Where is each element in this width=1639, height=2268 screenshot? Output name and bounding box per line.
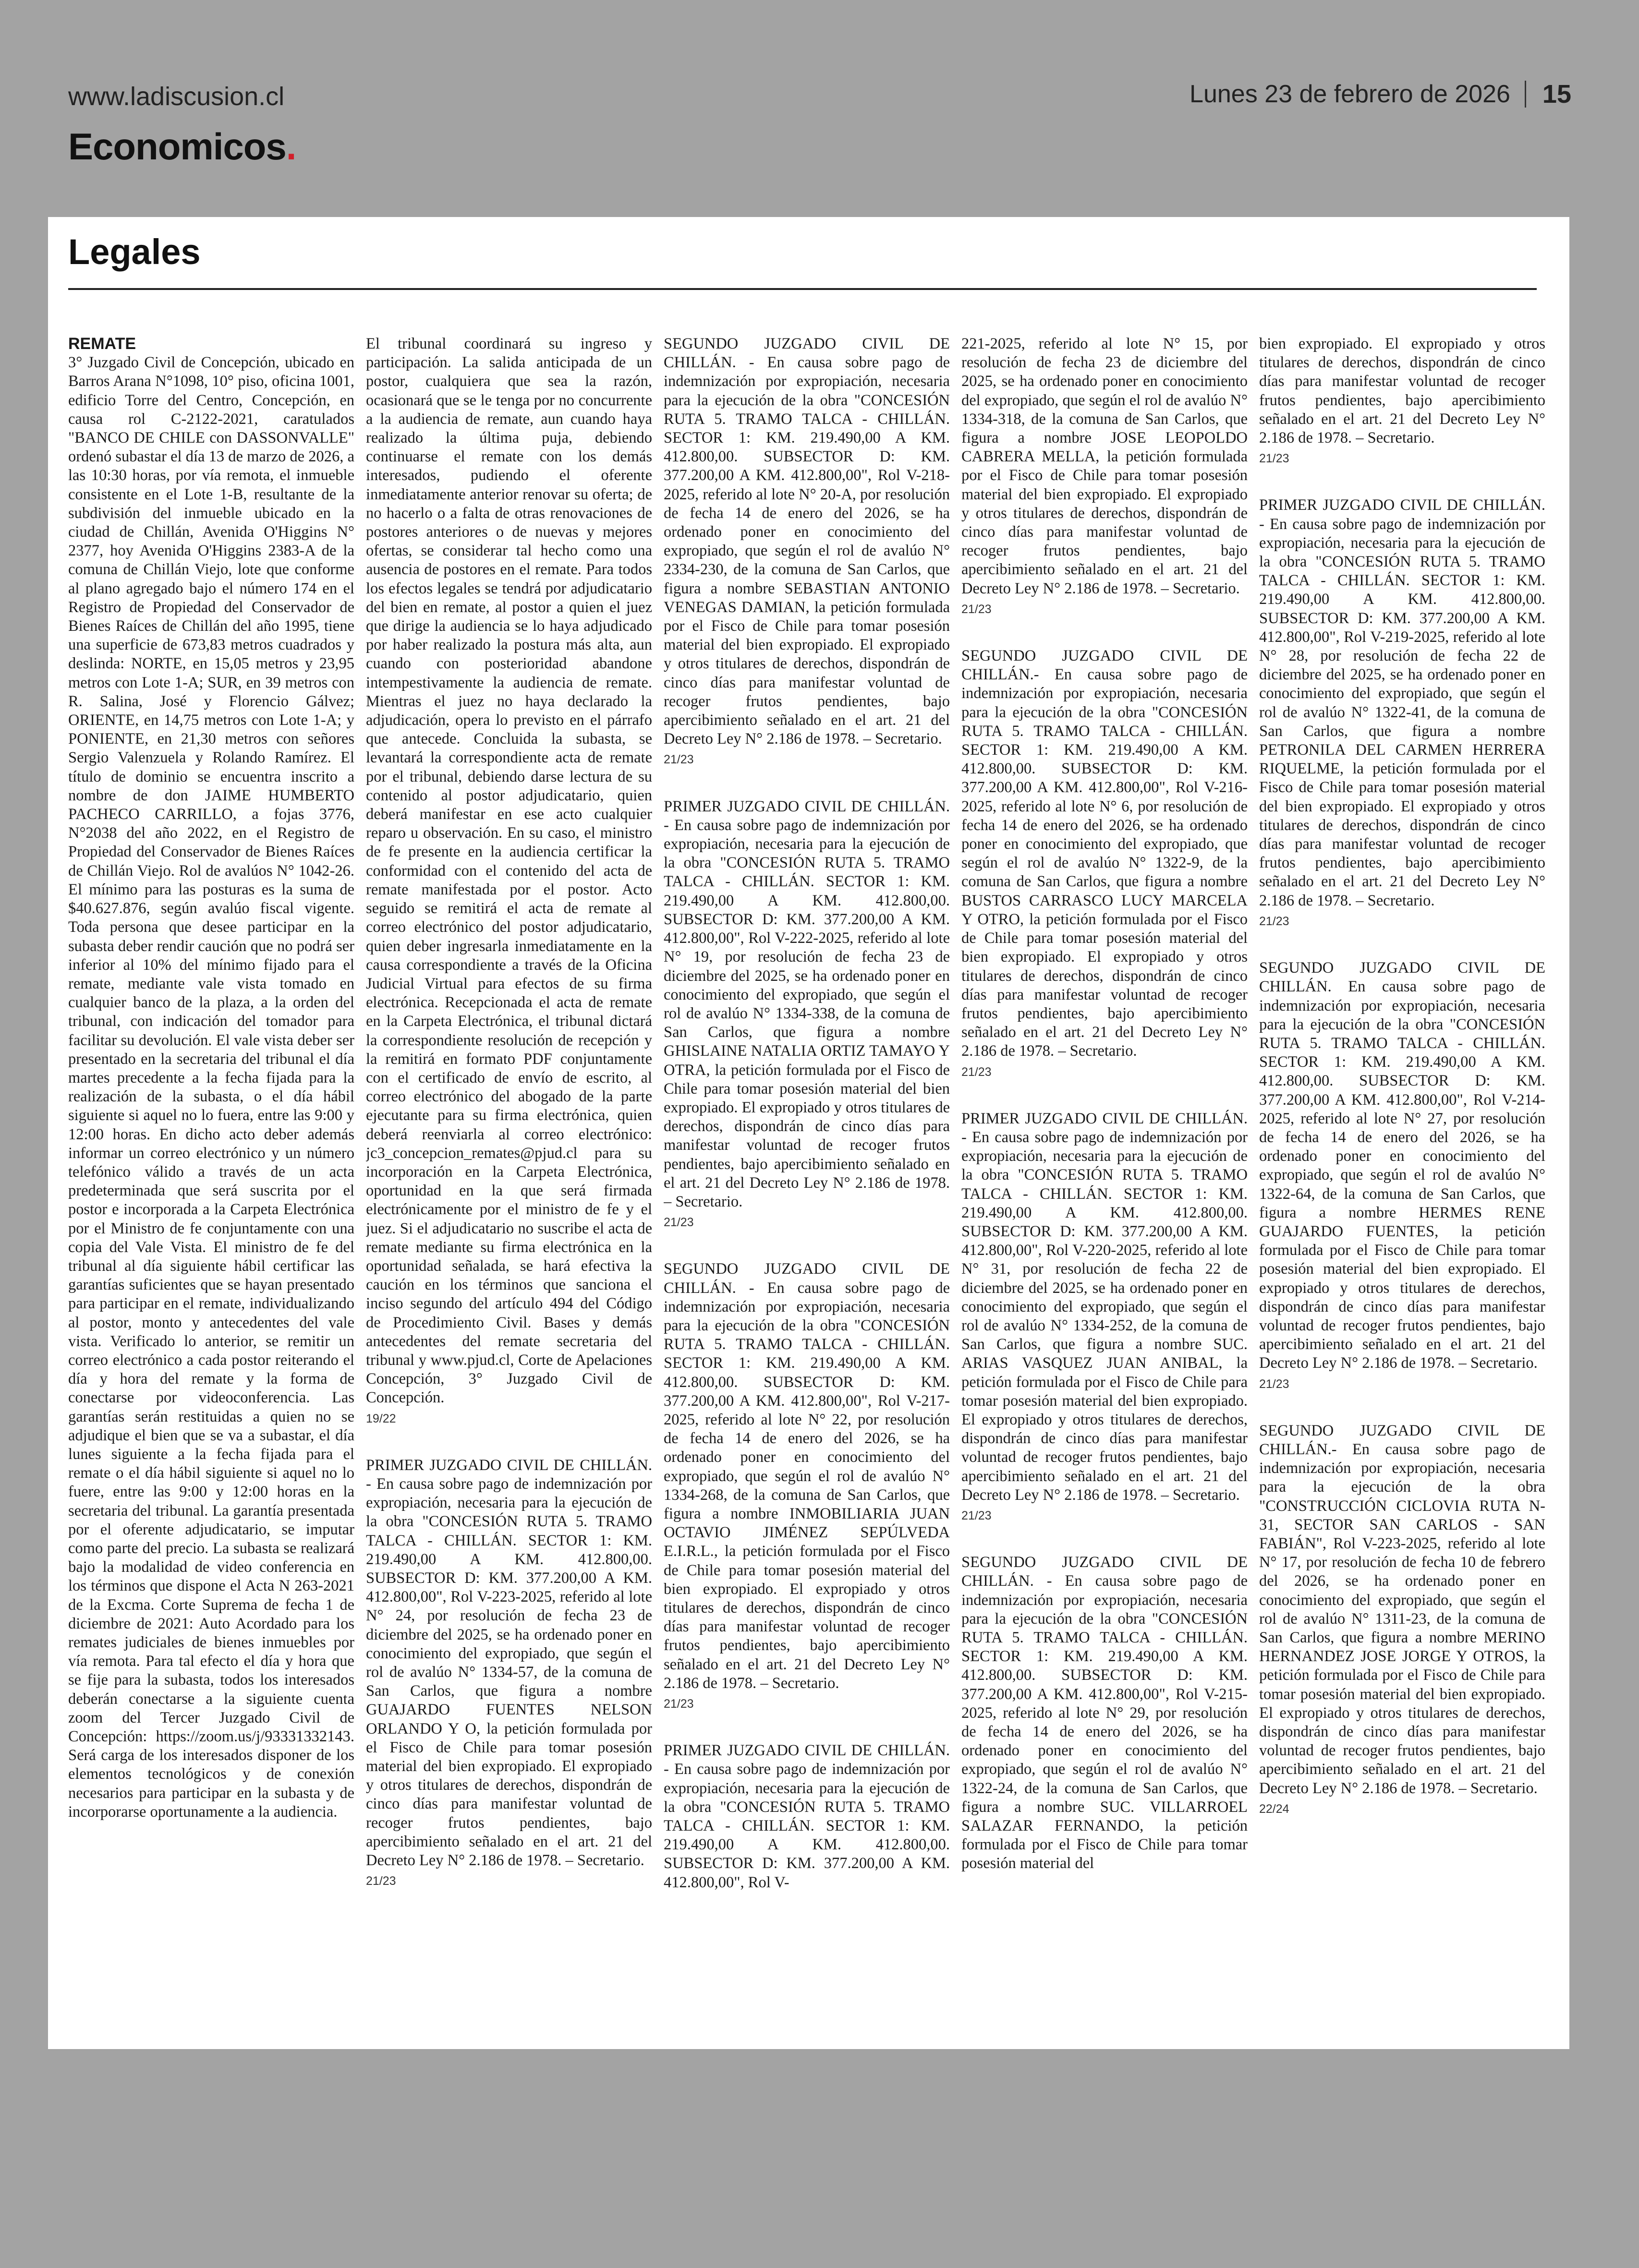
section-dot: . <box>286 125 296 168</box>
notice-text: PRIMER JUZGADO CIVIL DE CHILLÁN. - En causa sobre pago de indemnización por expropiación, necesaria para la ejecución de la obra "CONCESIÓN RUTA 5. TRAMO TALCA - CHILLÁN. SECTOR 1: KM. 219.490,00 A KM. 412.800,00. SUBSECTOR D: KM. 377.200,00 A KM. 412.800,00", Rol V-219-2025, referido al lote N° 28, por resolución de fecha 22 de diciembre del 2025, se ha ordenado poner en conocimiento del expropiado, que según el rol de avalúo N° 1322-41, de la comuna de San Carlos, que figura a nombre PETRONILA DEL CARMEN HERRERA RIQUELME, la petición formulada por el Fisco de Chile para tomar posesión material del bien expropiado. El expropiado y otros titulares de derechos, dispondrán de cinco días para manifestar voluntad de recoger frutos pendientes, bajo apercibimiento señalado en el art. 21 del Decreto Ley N° 2.186 de 1978. – Secretario. <box>1259 496 1545 909</box>
legal-notice <box>1259 496 1545 931</box>
publication-code: 21/23 <box>1259 452 1289 466</box>
notice-text: SEGUNDO JUZGADO CIVIL DE CHILLÁN.- En causa sobre pago de indemnización por expropiación, necesaria para la ejecución de la obra "CONSTRUCCIÓN CICLOVIA RUTA N-31, SECTOR SAN CARLOS - SAN FABIÁN", Rol V-223-2025, referido al lote N° 17, por resolución de fecha 10 de febrero del 2026, se ha ordenado poner en conocimiento del expropiado, que según el rol de avalúo N° 1311-23, de la comuna de San Carlos, que figura a nombre MERINO HERNANDEZ JOSE JORGE Y OTROS, la petición formulada por el Fisco de Chile para tomar posesión material del bien expropiado. El expropiado y otros titulares de derechos, dispondrán de cinco días para manifestar voluntad de recoger frutos pendientes, bajo apercibimiento señalado en el art. 21 del Decreto Ley N° 2.186 de 1978. – Secretario. <box>1259 1422 1545 1797</box>
notice-text: PRIMER JUZGADO CIVIL DE CHILLÁN. - En causa sobre pago de indemnización por expropiación, necesaria para la ejecución de la obra "CONCESIÓN RUTA 5. TRAMO TALCA - CHILLÁN. SECTOR 1: KM. 219.490,00 A KM. 412.800,00. SUBSECTOR D: KM. 377.200,00 A KM. 412.800,00", Rol V- <box>664 1742 950 1891</box>
legal-notice <box>961 647 1248 1082</box>
notice-text: PRIMER JUZGADO CIVIL DE CHILLÁN. - En causa sobre pago de indemnización por expropiación, necesaria para la ejecución de la obra "CONCESIÓN RUTA 5. TRAMO TALCA - CHILLÁN. SECTOR 1: KM. 219.490,00 A KM. 412.800,00. SUBSECTOR D: KM. 377.200,00 A KM. 412.800,00", Rol V-222-2025, referido al lote N° 19, por resolución de fecha 23 de diciembre del 2025, se ha ordenado poner en conocimiento del expropiado, que según el rol de avalúo N° 1334-338, de la comuna de San Carlos, que figura a nombre GHISLAINE NATALIA ORTIZ TAMAYO Y OTRA, la petición formulada por el Fisco de Chile para tomar posesión material del bien expropiado. El expropiado y otros titulares de derechos, dispondrán de cinco días para manifestar voluntad de recoger frutos pendientes, bajo apercibimiento señalado en el art. 21 del Decreto Ley N° 2.186 de 1978. – Secretario. <box>664 797 950 1210</box>
notice-text: 3° Juzgado Civil de Concepción, ubicado en Barros Arana N°1098, 10° piso, oficina 1001, edificio Torre del Centro, Concepción, en causa rol C-2122-2021, caratulados "BANCO DE CHILE con DASSONVALLE" ordenó subastar el día 13 de marzo de 2026, a las 10:30 horas, por vía remota, el inmueble consistente en el Lote 1-B, resultante de la subdivisión del inmueble ubicado en la ciudad de Chillán, Avenida O'Higgins N° 2377, hoy Avenida O'Higgins 2383-A de la comuna de Chillán Viejo, lote que conforme al plano agregado bajo el número 174 en el Registro de Propiedad del Conservador de Bienes Raíces de Chillán del año 1995, tiene una superficie de 673,83 metros cuadrados y deslinda: NORTE, en 15,05 metros y 23,95 metros con Lote 1-A; SUR, en 39 metros con R. Salina, José y Florencio Gálvez; ORIENTE, en 14,75 metros con Lote 1-A; y PONIENTE, en 21,30 metros con señores Sergio Valenzuela y Rolando Ramírez. El título de dominio se encuentra inscrito a nombre de don JAIME HUMBERTO PACHECO CARRILLO, a fojas 3776, N°2038 del año 2022, en el Registro de Propiedad del Conservador de Bienes Raíces de Chillán Viejo. Rol de avalúos N° 1042-26. El mínimo para las posturas es la suma de $40.627.876, según avalúo fiscal vigente. Toda persona que desee participar en la subasta deber rendir caución que no podrá ser inferior al 10% del mínimo fijado para el remate, mediante vale vista tomado en cualquier banco de la plaza, a la orden del tribunal, con indicación del tomador para facilitar su devolución. El vale vista deber ser presentado en la secretaria del tribunal el día martes precedente a la fecha fijada para la realización de la subasta, o el día hábil siguiente si aquel no lo fuera, entre las 9:00 y 12:00 horas. En dicho acto deber además informar un correo electrónico y un número telefónico válido a través de un acta predeterminada que será suscrita por el postor e incorporada a la Carpeta Electrónica por el Ministro de fe conjuntamente con una copia del Vale Vista. El ministro de fe del tribunal al día siguiente hábil certificar las garantías suficientes que se hayan presentado para participar en el remate, individualizando al postor, monto y antecedentes del vale vista. Verificado lo anterior, se remitir un correo electrónico a cada postor reiterando el día y hora del remate y la forma de conectarse por videoconferencia. Las garantías serán restituidas a quien no se adjudique el bien que se va a subastar, el día lunes siguiente a la fecha fijada para el remate o el día hábil siguiente si aquel no lo fuere, entre las 9:00 y 12:00 horas en la secretaria del tribunal. La garantía presentada por el oferente adjudicatario, se imputar como parte del precio. La subasta se realizará bajo la modalidad de video conferencia en los términos que dispone el Acta N 263-2021 de la Excma. Corte Suprema de fecha 1 de diciembre de 2021: Auto Acordado para los remates judiciales de bienes inmuebles por vía remota. Para tal efecto el día y hora que se fije para la subasta, todos los interesados deberán conectarse a la siguiente cuenta zoom del Tercer Juzgado Civil de Concepción: https://zoom.us/j/93331332143. Será carga de los interesados disponer de los elementos tecnológicos y de conexión necesarios para participar en la subasta y de incorporarse oportunamente a la audiencia. <box>68 354 354 1821</box>
legal-notice <box>664 335 950 770</box>
legal-notice <box>664 1260 950 1713</box>
notice-text: SEGUNDO JUZGADO CIVIL DE CHILLÁN. - En causa sobre pago de indemnización por expropiación, necesaria para la ejecución de la obra "CONCESIÓN RUTA 5. TRAMO TALCA - CHILLÁN. SECTOR 1: KM. 219.490,00 A KM. 412.800,00. SUBSECTOR D: KM. 377.200,00 A KM. 412.800,00", Rol V-215-2025, referido al lote N° 29, por resolución de fecha 14 de enero del 2026, se ha ordenado poner en conocimiento del expropiado, que según el rol de avalúo N° 1322-24, de la comuna de San Carlos, que figura a nombre SUC. VILLARROEL SALAZAR FERNANDO, la petición formulada por el Fisco de Chile para tomar posesión material del <box>961 1554 1248 1872</box>
publication-code: 21/23 <box>961 1065 992 1079</box>
legal-notice <box>961 335 1248 619</box>
publication-code: 21/23 <box>1259 914 1289 928</box>
notice-text: 221-2025, referido al lote N° 15, por resolución de fecha 23 de diciembre del 2025, se ha ordenado poner en conocimiento del expropiado, que según el rol de avalúo N° 1334-318, de la comuna de San Carlos, que figura a nombre JOSE LEOPOLDO CABRERA MELLA, la petición formulada por el Fisco de Chile para tomar posesión material del bien expropiado. El expropiado y otros titulares de derechos, dispondrán de cinco días para manifestar voluntad de recoger frutos pendientes, bajo apercibimiento señalado en el art. 21 del Decreto Ley N° 2.186 de 1978. – Secretario. <box>961 335 1248 597</box>
notice-text: SEGUNDO JUZGADO CIVIL DE CHILLÁN.- En causa sobre pago de indemnización por expropiación, necesaria para la ejecución de la obra "CONCESIÓN RUTA 5. TRAMO TALCA - CHILLÁN. SECTOR 1: KM. 219.490,00 A KM. 412.800,00. SUBSECTOR D: KM. 377.200,00 A KM. 412.800,00", Rol V-216-2025, referido al lote N° 6, por resolución de fecha 14 de enero del 2026, se ha ordenado poner en conocimiento del expropiado, que según el rol de avalúo N° 1322-9, de la comuna de San Carlos, que figura a nombre BUSTOS CARRASCO LUCY MARCELA Y OTRO, la petición formulada por el Fisco de Chile para tomar posesión material del bien expropiado. El expropiado y otros titulares de derechos, dispondrán de cinco días para manifestar voluntad de recoger frutos pendientes, bajo apercibimiento señalado en el art. 21 del Decreto Ley N° 2.186 de 1978. – Secretario. <box>961 647 1248 1060</box>
publication-code: 19/22 <box>366 1411 396 1425</box>
legal-notice <box>1259 1422 1545 1819</box>
legal-notice <box>961 1553 1248 1873</box>
publication-code: 21/23 <box>664 1697 694 1711</box>
publication-code: 22/24 <box>1259 1802 1289 1816</box>
column-1 <box>68 335 354 2044</box>
section-title <box>68 125 296 169</box>
publication-code: 21/23 <box>961 1508 992 1522</box>
publication-code: 21/23 <box>664 753 694 767</box>
legales-title: Legales <box>68 232 201 272</box>
legal-notice <box>68 335 354 1822</box>
notice-text: SEGUNDO JUZGADO CIVIL DE CHILLÁN. En causa sobre pago de indemnización por expropiación, necesaria para la ejecución de la obra "CONCESIÓN RUTA 5. TRAMO TALCA - CHILLÁN. SECTOR 1: KM. 219.490,00 A KM. 412.800,00. SUBSECTOR D: KM. 377.200,00 A KM. 412.800,00", Rol V-214-2025, referido al lote N° 27, por resolución de fecha 14 de enero del 2026, se ha ordenado poner en conocimiento del expropiado, que según el rol de avalúo N° 1322-64, de la comuna de San Carlos, que figura a nombre HERMES RENE GUAJARDO FUENTES, la petición formulada por el Fisco de Chile para tomar posesión material del bien expropiado. El expropiado y otros titulares de derechos, dispondrán de cinco días para manifestar voluntad de recoger frutos pendientes, bajo apercibimiento señalado en el art. 21 del Decreto Ley N° 2.186 de 1978. – Secretario. <box>1259 959 1545 1372</box>
legal-notice <box>366 335 652 1428</box>
notice-text: SEGUNDO JUZGADO CIVIL DE CHILLÁN. - En causa sobre pago de indemnización por expropiación, necesaria para la ejecución de la obra "CONCESIÓN RUTA 5. TRAMO TALCA - CHILLÁN. SECTOR 1: KM. 219.490,00 A KM. 412.800,00. SUBSECTOR D: KM. 377.200,00 A KM. 412.800,00", Rol V-217-2025, referido al lote N° 22, por resolución de fecha 14 de enero del 2026, se ha ordenado poner en conocimiento del expropiado, que según el rol de avalúo N° 1334-268, de la comuna de San Carlos, que figura a nombre INMOBILIARIA JUAN OCTAVIO JIMÉNEZ SEPÚLVEDA E.I.R.L., la petición formulada por el Fisco de Chile para tomar posesión material del bien expropiado. El expropiado y otros titulares de derechos, dispondrán de cinco días para manifestar voluntad de recoger frutos pendientes, bajo apercibimiento señalado en el art. 21 del Decreto Ley N° 2.186 de 1978. – Secretario. <box>664 1260 950 1692</box>
notice-text: SEGUNDO JUZGADO CIVIL DE CHILLÁN. - En causa sobre pago de indemnización por expropiación, necesaria para la ejecución de la obra "CONCESIÓN RUTA 5. TRAMO TALCA - CHILLÁN. SECTOR 1: KM. 219.490,00 A KM. 412.800,00. SUBSECTOR D: KM. 377.200,00 A KM. 412.800,00", Rol V-218-2025, referido al lote N° 20-A, por resolución de fecha 14 de enero del 2026, se ha ordenado poner en conocimiento del expropiado, que según el rol de avalúo N° 2334-230, de la comuna de San Carlos, que figura a nombre SEBASTIAN ANTONIO VENEGAS DAMIAN, la petición formulada por el Fisco de Chile para tomar posesión material del bien expropiado. El expropiado y otros titulares de derechos, dispondrán de cinco días para manifestar voluntad de recoger frutos pendientes, bajo apercibimiento señalado en el art. 21 del Decreto Ley N° 2.186 de 1978. – Secretario. <box>664 335 950 748</box>
legal-notice <box>1259 959 1545 1394</box>
site-url[interactable]: www.ladiscusion.cl <box>68 82 285 111</box>
notice-text: PRIMER JUZGADO CIVIL DE CHILLÁN. - En causa sobre pago de indemnización por expropiación, necesaria para la ejecución de la obra "CONCESIÓN RUTA 5. TRAMO TALCA - CHILLÁN. SECTOR 1: KM. 219.490,00 A KM. 412.800,00. SUBSECTOR D: KM. 377.200,00 A KM. 412.800,00", Rol V-223-2025, referido al lote N° 24, por resolución de fecha 23 de diciembre del 2025, se ha ordenado poner en conocimiento del expropiado, que según el rol de avalúo N° 1334-57, de la comuna de San Carlos, que figura a nombre GUAJARDO FUENTES NELSON ORLANDO Y O, la petición formulada por el Fisco de Chile para tomar posesión material del bien expropiado. El expropiado y otros titulares de derechos, dispondrán de cinco días para manifestar voluntad de recoger frutos pendientes, bajo apercibimiento señalado en el art. 21 del Decreto Ley N° 2.186 de 1978. – Secretario. <box>366 1456 652 1870</box>
date-block <box>1190 79 1571 109</box>
publication-code: 21/23 <box>961 602 992 616</box>
notice-heading: REMATE <box>68 335 136 353</box>
publication-code: 21/23 <box>366 1874 396 1888</box>
notice-text: PRIMER JUZGADO CIVIL DE CHILLÁN. - En causa sobre pago de indemnización por expropiación, necesaria para la ejecución de la obra "CONCESIÓN RUTA 5. TRAMO TALCA - CHILLÁN. SECTOR 1: KM. 219.490,00 A KM. 412.800,00. SUBSECTOR D: KM. 377.200,00 A KM. 412.800,00", Rol V-220-2025, referido al lote N° 31, por resolución de fecha 22 de diciembre del 2025, se ha ordenado poner en conocimiento del expropiado, que según el rol de avalúo N° 1334-252, de la comuna de San Carlos, que figura a nombre SUC. ARIAS VASQUEZ JUAN ANIBAL, la petición formulada por el Fisco de Chile para tomar posesión material del bien expropiado. El expropiado y otros titulares de derechos, dispondrán de cinco días para manifestar voluntad de recoger frutos pendientes, bajo apercibimiento señalado en el art. 21 del Decreto Ley N° 2.186 de 1978. – Secretario. <box>961 1110 1248 1504</box>
publication-code: 21/23 <box>1259 1377 1289 1391</box>
legal-notice <box>1259 335 1545 468</box>
column-3 <box>664 335 950 2044</box>
notice-text: El tribunal coordinará su ingreso y participación. La salida anticipada de un postor, cualquiera que sea la razón, ocasionará que se le tenga por no concurrente a la audiencia de remate, aun cuando haya realizado la última puja, debiendo continuarse el remate con los demás interesados, pudiendo el oferente inmediatamente anterior renovar su oferta; de no hacerlo o a falta de otras renovaciones de postores anteriores o de nuevas y mejores ofertas, se considerar tal hecho como una ausencia de postores en el remate. Para todos los efectos legales se tendrá por adjudicatario del bien en remate, al postor a quien el juez que dirige la audiencia se lo haya adjudicado por haber realizado la postura más alta, aun cuando con posterioridad abandone intempestivamente la audiencia de remate. Mientras el juez no haya declarado la adjudicación, opera lo previsto en el párrafo que antecede. Concluida la subasta, se levantará la correspondiente acta de remate por el tribunal, debiendo darse lectura de su contenido al postor adjudicatario, quien deberá manifestar en ese acto cualquier reparo u observación. En su caso, el ministro de fe presente en la audiencia certificar la conformidad con el contenido del acta de remate manifestada por el postor. Acto seguido se remitirá el acta de remate al correo electrónico del postor adjudicatario, quien deber ingresarla inmediatamente en la causa correspondiente a través de la Oficina Judicial Virtual para efectos de su firma electrónica. Recepcionada el acta de remate en la Carpeta Electrónica, el tribunal dictará la correspondiente resolución de recepción y la remitirá en formato PDF conjuntamente con el certificado de envío de escrito, al correo electrónico del abogado de la parte ejecutante para su firma electrónica, quien deberá reenviarla al correo electrónico: jc3_concepcion_remates@pjud.cl para su incorporación en la Carpeta Electrónica, oportunidad en la que será firmada electrónicamente por el ministro de fe y el juez. Si el adjudicatario no suscribe el acta de remate mediante su firma electrónica en la oportunidad señalada, se hará efectiva la caución en los términos que sanciona el inciso segundo del artículo 494 del Código de Procedimiento Civil. Bases y demás antecedentes del remate secretaria del tribunal y www.pjud.cl, Corte de Apelaciones Concepción, 3° Juzgado Civil de Concepción. <box>366 335 652 1407</box>
column-5 <box>1259 335 1545 2044</box>
issue-date: Lunes 23 de febrero de 2026 <box>1190 80 1510 108</box>
section-name: Economicos <box>68 125 286 168</box>
legal-notice <box>664 1741 950 1892</box>
masthead <box>68 72 1571 168</box>
date-separator <box>1525 81 1526 108</box>
page-number: 15 <box>1542 80 1571 109</box>
legal-notice <box>961 1110 1248 1525</box>
legales-panel <box>48 217 1569 2049</box>
publication-code: 21/23 <box>664 1216 694 1230</box>
title-rule <box>68 288 1537 290</box>
legal-notice <box>366 1456 652 1891</box>
notice-text: bien expropiado. El expropiado y otros titulares de derechos, dispondrán de cinco días para manifestar voluntad de recoger frutos pendientes, bajo apercibimiento señalado en el art. 21 del Decreto Ley N° 2.186 de 1978. – Secretario. <box>1259 335 1545 447</box>
column-2 <box>366 335 652 2044</box>
column-4 <box>961 335 1248 2044</box>
legal-notice <box>664 797 950 1232</box>
